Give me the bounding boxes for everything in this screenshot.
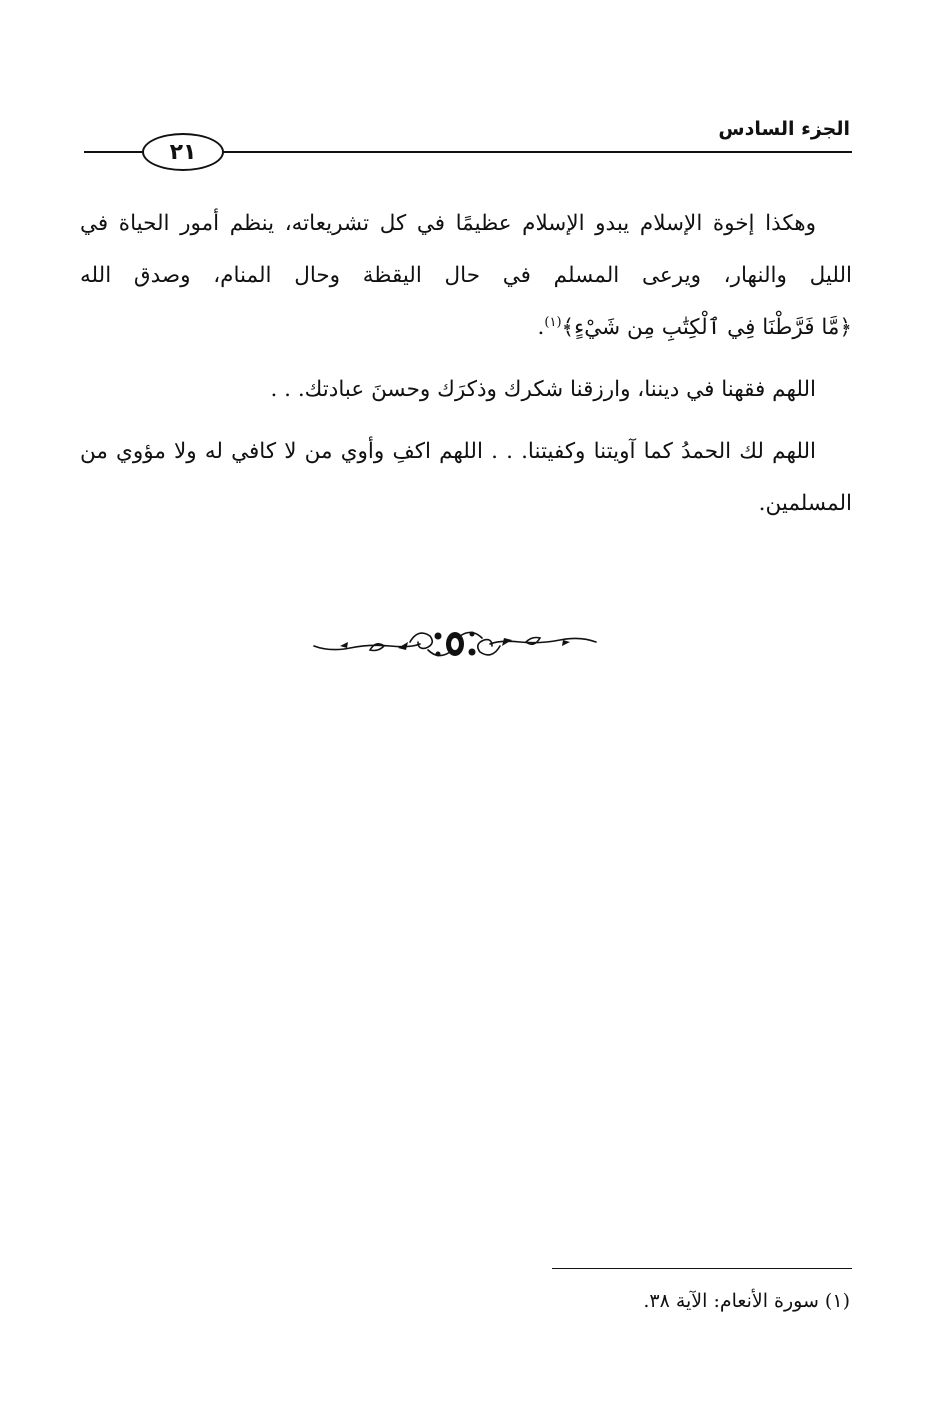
footnote-rule: [552, 1268, 852, 1269]
paragraph-3: اللهم لك الحمدُ كما آويتنا وكفيتنا. . . اللهم اكفِ وأوي من لا كافي له ولا مؤوي من المسلمين.: [80, 439, 852, 516]
ornament-divider-icon: [310, 622, 600, 666]
paragraph-1-end: .: [537, 315, 545, 340]
chapter-title: الجزء السادس: [718, 118, 850, 140]
paragraph-1: [80, 198, 852, 354]
body-text: [80, 198, 852, 530]
footnote-reference[interactable]: (١): [544, 314, 562, 330]
page-number-badge: ٢١: [142, 133, 224, 171]
quran-verse: ﴿مَّا فَرَّطْنَا فِي ٱلْكِتَٰبِ مِن شَيْءٍ﴾: [561, 315, 852, 340]
footnote: (١) سورة الأنعام: الآية ٣٨.: [643, 1290, 850, 1312]
paragraph-1-text: وهكذا إخوة الإسلام يبدو الإسلام عظيمًا في كل تشريعاته، ينظم أمور الحياة في الليل والنهار، ويرعى المسلم في حال اليقظة وحال المنام، وصدق الله: [80, 211, 852, 288]
paragraph-2: اللهم فقهنا في ديننا، وارزقنا شكرك وذكرَك وحسنَ عبادتك. . .: [270, 377, 816, 402]
